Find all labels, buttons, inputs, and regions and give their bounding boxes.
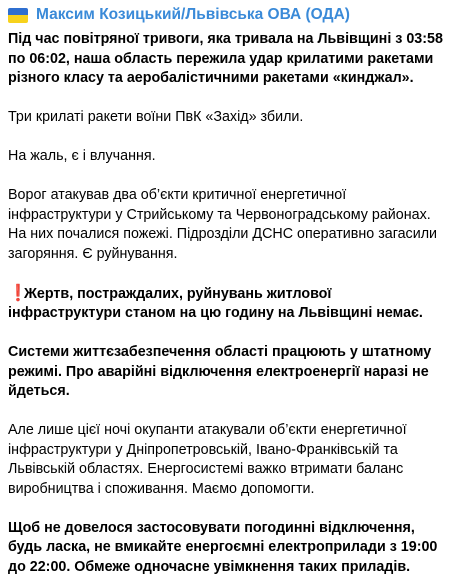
post-paragraph-hits: На жаль, є і влучання. — [8, 147, 448, 167]
post-paragraph-energy-attacks: Але лише цієї ночі окупанти атакували об’єкти енергетичної інфраструктури у Дніпропетровській, Івано-Франківській та Львівській областях. Енергосистемі важко втримати баланс виробництва і споживання. Маємо допомогти. — [8, 421, 448, 499]
post-paragraph-shootdown: Три крилаті ракети воїни ПвК «Захід» збили. — [8, 108, 448, 128]
post-header — [8, 0, 448, 30]
post-paragraph-intro: Під час повітряної тривоги, яка тривала на Львівщині з 03:58 по 06:02, наша область пережила удар крилатими ракетами різного класу та аеробалістичними ракетами «кинджал». — [8, 30, 448, 89]
post-body — [8, 30, 448, 577]
no-casualties-text: Жертв, постраждалих, руйнувань житлової інфраструктури станом на цю годину на Львівщині немає. — [8, 286, 423, 322]
ukraine-flag-icon — [8, 8, 28, 23]
post-paragraph-infrastructure: Ворог атакував два об’єкти критичної енергетичної інфраструктури у Стрийському та Червоноградському районах. На них почалися пожежі. Підрозділи ДСНС оперативно загасили загоряння. Є руйнування. — [8, 186, 448, 264]
post-paragraph-request: Щоб не довелося застосовувати погодинні відключення, будь ласка, не вмикайте енергоємні електроприлади з 19:00 до 22:00. Обмеже одночасне увімкнення таких приладів. — [8, 519, 448, 577]
exclamation-icon: ❗ — [8, 284, 20, 304]
post-paragraph-life-support: Системи життєзабезпечення області працюють у штатному режимі. Про аварійні відключення електроенергії наразі не йдеться. — [8, 343, 448, 402]
flag-top-stripe — [8, 8, 28, 16]
post-paragraph-no-casualties — [8, 284, 448, 324]
channel-author-name[interactable]: Максим Козицький/Львівська ОВА (ОДА) — [36, 6, 350, 24]
flag-bottom-stripe — [8, 15, 28, 23]
